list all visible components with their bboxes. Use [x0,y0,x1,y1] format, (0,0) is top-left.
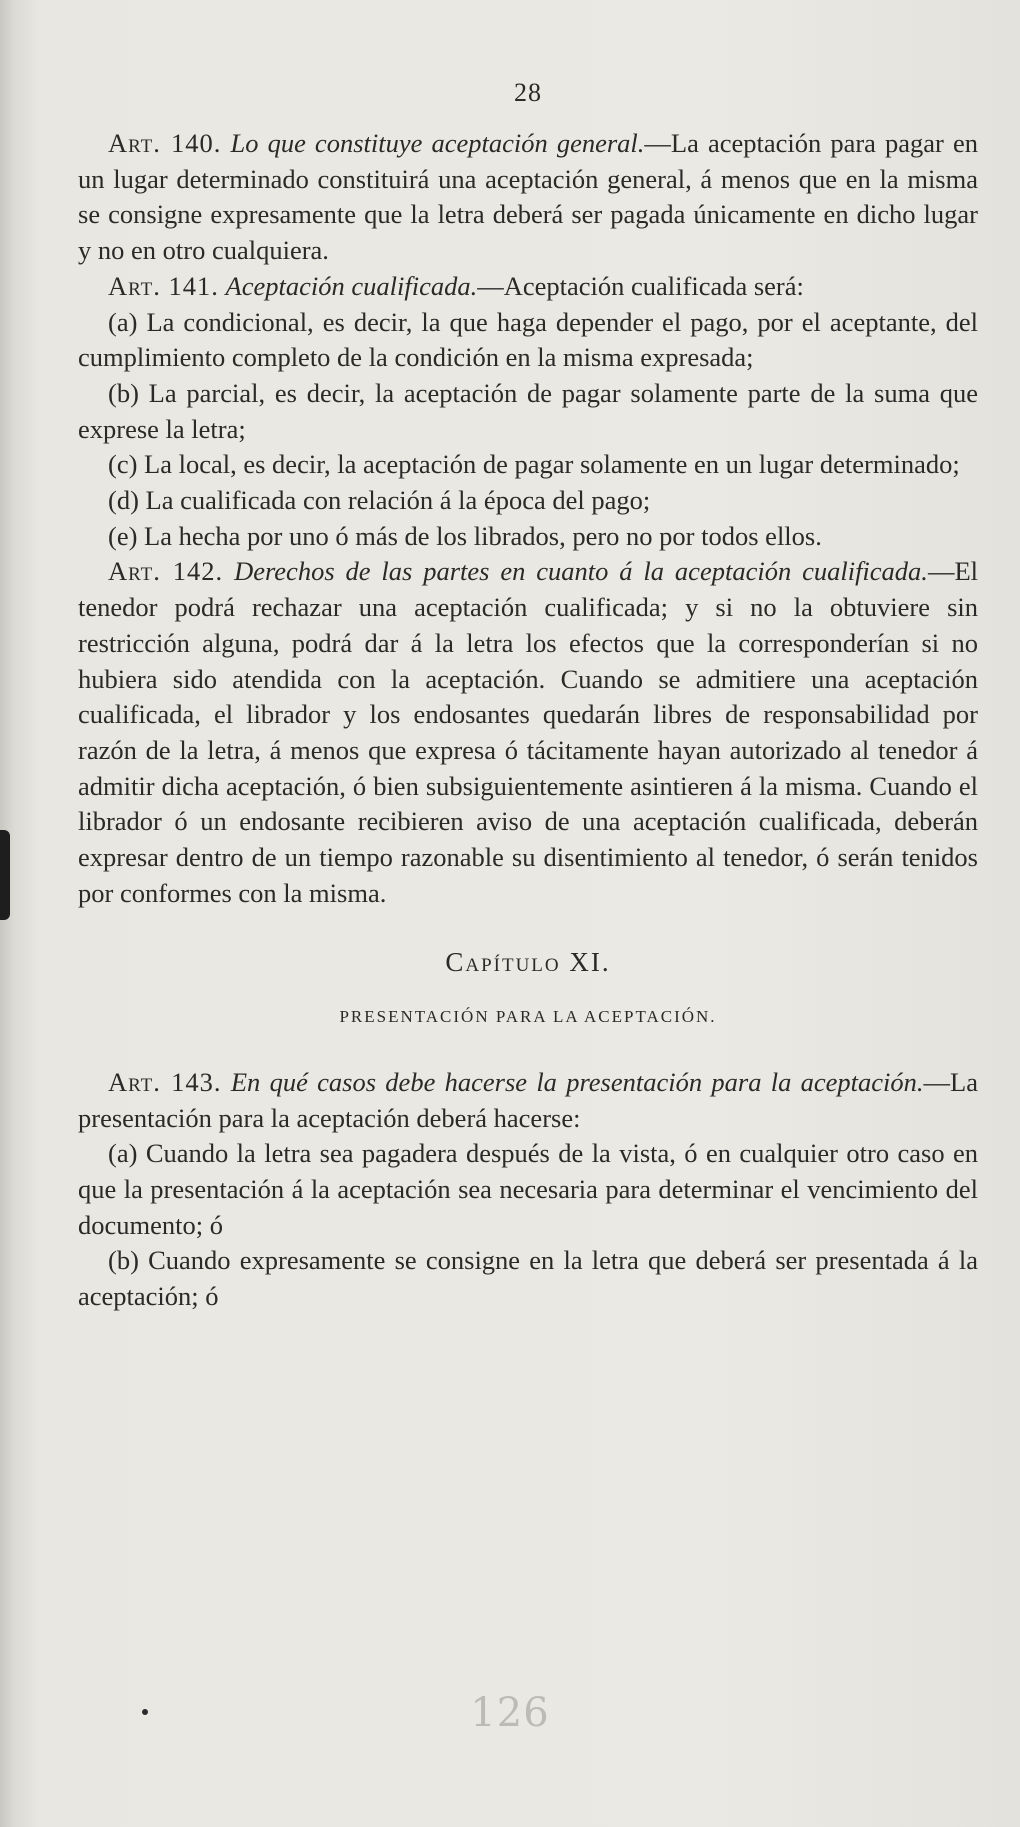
article-text: —La aceptación para pagar en un lugar determinado constituirá una aceptación general, á menos que en la misma se consigne expresamente que la letra deberá ser pagada únicamente en dicho lugar y no en otro cualquiera. [78,128,978,266]
article-text: —La presentación para la aceptación deberá hacerse: [78,1066,978,1133]
article-label: Art. 140. [108,128,222,158]
article-label: Art. 141. [108,270,219,301]
article-title: Aceptación cualificada. [225,270,478,301]
list-item: (d) La cualificada con relación á la época del pago; [108,485,651,516]
article-141 [78,269,978,305]
list-item: (b) Cuando expresamente se consigne en la letra que deberá ser presentada á la aceptación; ó [78,1245,978,1312]
article-text: —El tenedor podrá rechazar una aceptación cualificada; y si no la obtuviere sin restricción alguna, podrá dar á la letra los efectos que la corresponderían si no hubiera sido atendida con la aceptación. Cuando se admitiere una aceptación cualificada, el librador y los endosantes quedarán libres de responsabilidad por razón de la letra, á menos que expresa ó tácitamente hayan autorizado al tenedor á admitir dicha aceptación, ó bien subsiguientemente asintieren á la misma. Cuando el librador ó un endosante recibieren aviso de una aceptación cualificada, deberán expresar dentro de un tiempo razonable su disentimiento al tenedor, ó serán tenidos por conformes con la misma. [78,556,978,908]
chapter-heading: Capítulo XI. [445,947,611,978]
article-142 [78,554,978,911]
list-item: (a) Cuando la letra sea pagadera después de la vista, ó en cualquier otro caso en que la presentación á la aceptación sea necesaria para determinar el vencimiento del documento; ó [78,1138,978,1240]
article-title: Derechos de las partes en cuanto á la aceptación cualificada. [234,556,928,587]
article-label: Art. 143. [108,1066,222,1097]
article-title: Lo que constituye aceptación general. [230,128,645,158]
list-item: (c) La local, es decir, la aceptación de pagar solamente en un lugar determinado; [108,449,960,480]
article-text: —Aceptación cualificada será: [477,270,804,301]
list-item: (a) La condicional, es decir, la que haga depender el pago, por el aceptante, del cumplimiento completo de la condición en la misma expresada; [78,306,978,373]
chapter-subtitle: PRESENTACIÓN PARA LA ACEPTACIÓN. [339,1007,717,1027]
article-140 [78,126,978,269]
list-item: (e) La hecha por uno ó más de los librados, pero no por todos ellos. [108,520,822,551]
article-title: En qué casos debe hacerse la presentación para la aceptación. [230,1066,924,1097]
page-number: 28 [514,78,542,107]
list-item: (b) La parcial, es decir, la aceptación de pagar solamente parte de la suma que exprese la letra; [78,377,978,444]
footer-stamp-number: 126 [470,1690,550,1736]
binding-edge-mark [0,830,10,920]
page-text [78,68,978,1315]
article-label: Art. 142. [108,556,224,587]
article-143 [78,1065,978,1136]
